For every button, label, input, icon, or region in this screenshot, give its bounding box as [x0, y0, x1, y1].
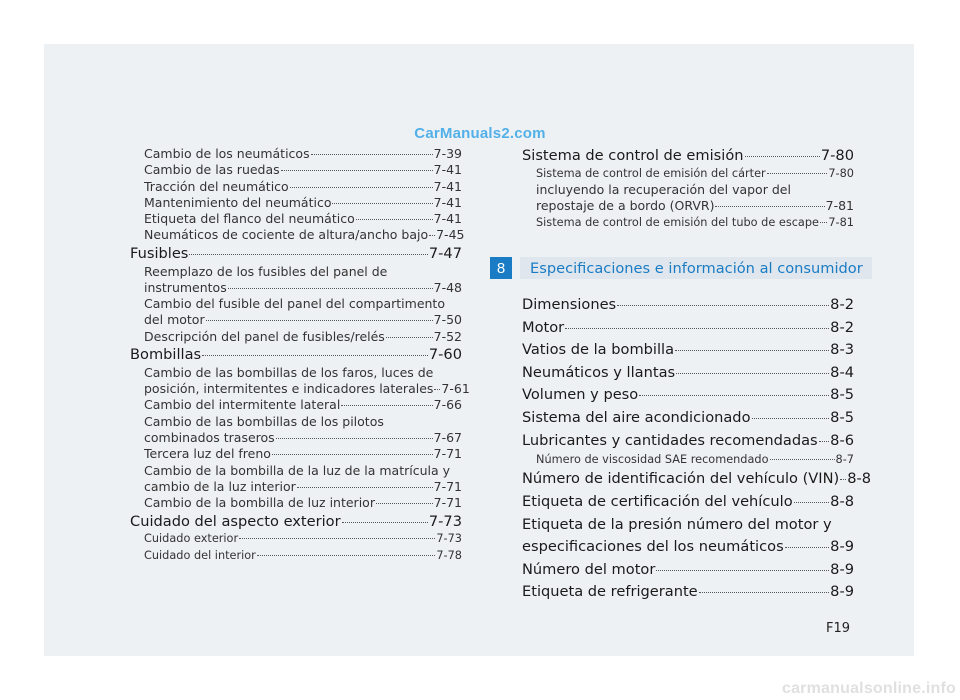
chapter-8-header — [490, 257, 872, 279]
watermark-carmanuals2: CarManuals2.com — [414, 125, 546, 142]
toc-entry[interactable]: especificaciones del los neumáticos 8-9 — [522, 538, 854, 556]
toc-entry[interactable]: Vatios de la bombilla 8-3 — [522, 341, 854, 359]
toc-section-bombillas[interactable]: Bombillas 7-60 — [130, 346, 462, 364]
toc-entry[interactable]: Mantenimiento del neumático 7-41 — [144, 194, 462, 210]
toc-entry[interactable]: Número de identificación del vehículo (VIN) 8-8 — [522, 470, 872, 488]
toc-entry-line: Etiqueta de la presión número del motor y — [522, 515, 832, 533]
toc-entry[interactable]: Volumen y peso 8-5 — [522, 386, 854, 404]
toc-entry[interactable]: instrumentos 7-48 — [144, 279, 462, 295]
toc-entry[interactable]: Etiqueta del flanco del neumático 7-41 — [144, 211, 462, 227]
toc-section-fusibles[interactable]: Fusibles 7-47 — [130, 244, 462, 262]
page-number: F19 — [826, 621, 851, 636]
toc-section-emision[interactable]: Sistema de control de emisión 7-80 — [522, 147, 854, 164]
chapter-title: Especificaciones e información al consumidor — [520, 257, 872, 279]
toc-entry[interactable]: Lubricantes y cantidades recomendadas 8-6 — [522, 431, 854, 449]
toc-entry[interactable]: Etiqueta de refrigerante 8-9 — [522, 583, 854, 601]
toc-entry[interactable]: Sistema del aire acondicionado 8-5 — [522, 408, 854, 426]
toc-entry[interactable]: cambio de la luz interior 7-71 — [144, 478, 462, 494]
toc-entry[interactable]: posición, intermitentes e indicadores laterales 7-61 — [144, 381, 470, 397]
toc-entry[interactable]: Número del motor 8-9 — [522, 560, 854, 578]
toc-entry[interactable]: Cambio de la bombilla de luz interior 7-71 — [144, 495, 462, 511]
toc-entry-line: Cambio de las bombillas de los faros, luces de — [144, 364, 434, 380]
toc-entry[interactable]: Sistema de control de emisión del cárter 7-80 — [536, 166, 854, 180]
toc-entry[interactable]: Cuidado exterior 7-73 — [144, 532, 462, 546]
toc-left-column — [130, 146, 470, 564]
toc-entry-line: Cambio del fusible del panel del compartimento — [144, 296, 445, 312]
toc-entry[interactable]: Sistema de control de emisión del tubo de escape 7-81 — [536, 215, 854, 229]
toc-entry[interactable]: Neumáticos de cociente de altura/ancho bajo 7-45 — [144, 227, 465, 243]
toc-entry-line: Cambio de la bombilla de la luz de la matrícula y — [144, 462, 451, 478]
toc-entry[interactable]: Número de viscosidad SAE recomendado 8-7 — [536, 453, 854, 467]
toc-entry-line: Cambio de las bombillas de los pilotos — [144, 413, 384, 429]
toc-entry[interactable]: Motor 8-2 — [522, 318, 854, 336]
watermark-carmanualsonline: carmanualsonline.info — [781, 680, 956, 697]
toc-entry[interactable]: Descripción del panel de fusibles/relés 7-52 — [144, 328, 462, 344]
chapter-number-badge: 8 — [490, 257, 512, 279]
toc-entry[interactable]: combinados traseros 7-67 — [144, 430, 462, 446]
toc-entry[interactable]: Etiqueta de certificación del vehículo 8-8 — [522, 493, 854, 511]
toc-entry[interactable]: Tercera luz del freno 7-71 — [144, 446, 462, 462]
toc-entry[interactable]: Cambio de las ruedas 7-41 — [144, 162, 462, 178]
toc-entry-line: Reemplazo de los fusibles del panel de — [144, 263, 388, 279]
toc-entry[interactable]: repostaje de a bordo (ORVR) 7-81 — [536, 198, 854, 214]
toc-entry-line: incluyendo la recuperación del vapor del — [536, 182, 791, 198]
toc-chapter-8-list — [522, 294, 872, 604]
toc-right-column-top — [522, 146, 854, 231]
toc-entry[interactable]: Neumáticos y llantas 8-4 — [522, 363, 854, 381]
toc-entry[interactable]: Dimensiones 8-2 — [522, 296, 854, 313]
toc-entry[interactable]: Cambio de los neumáticos 7-39 — [144, 146, 462, 161]
toc-section-cuidado[interactable]: Cuidado del aspecto exterior 7-73 — [130, 512, 462, 530]
toc-entry[interactable]: Tracción del neumático 7-41 — [144, 178, 462, 194]
toc-entry[interactable]: del motor 7-50 — [144, 312, 462, 328]
toc-entry[interactable]: Cambio del intermitente lateral 7-66 — [144, 397, 462, 413]
toc-entry[interactable]: Cuidado del interior 7-78 — [144, 548, 462, 562]
